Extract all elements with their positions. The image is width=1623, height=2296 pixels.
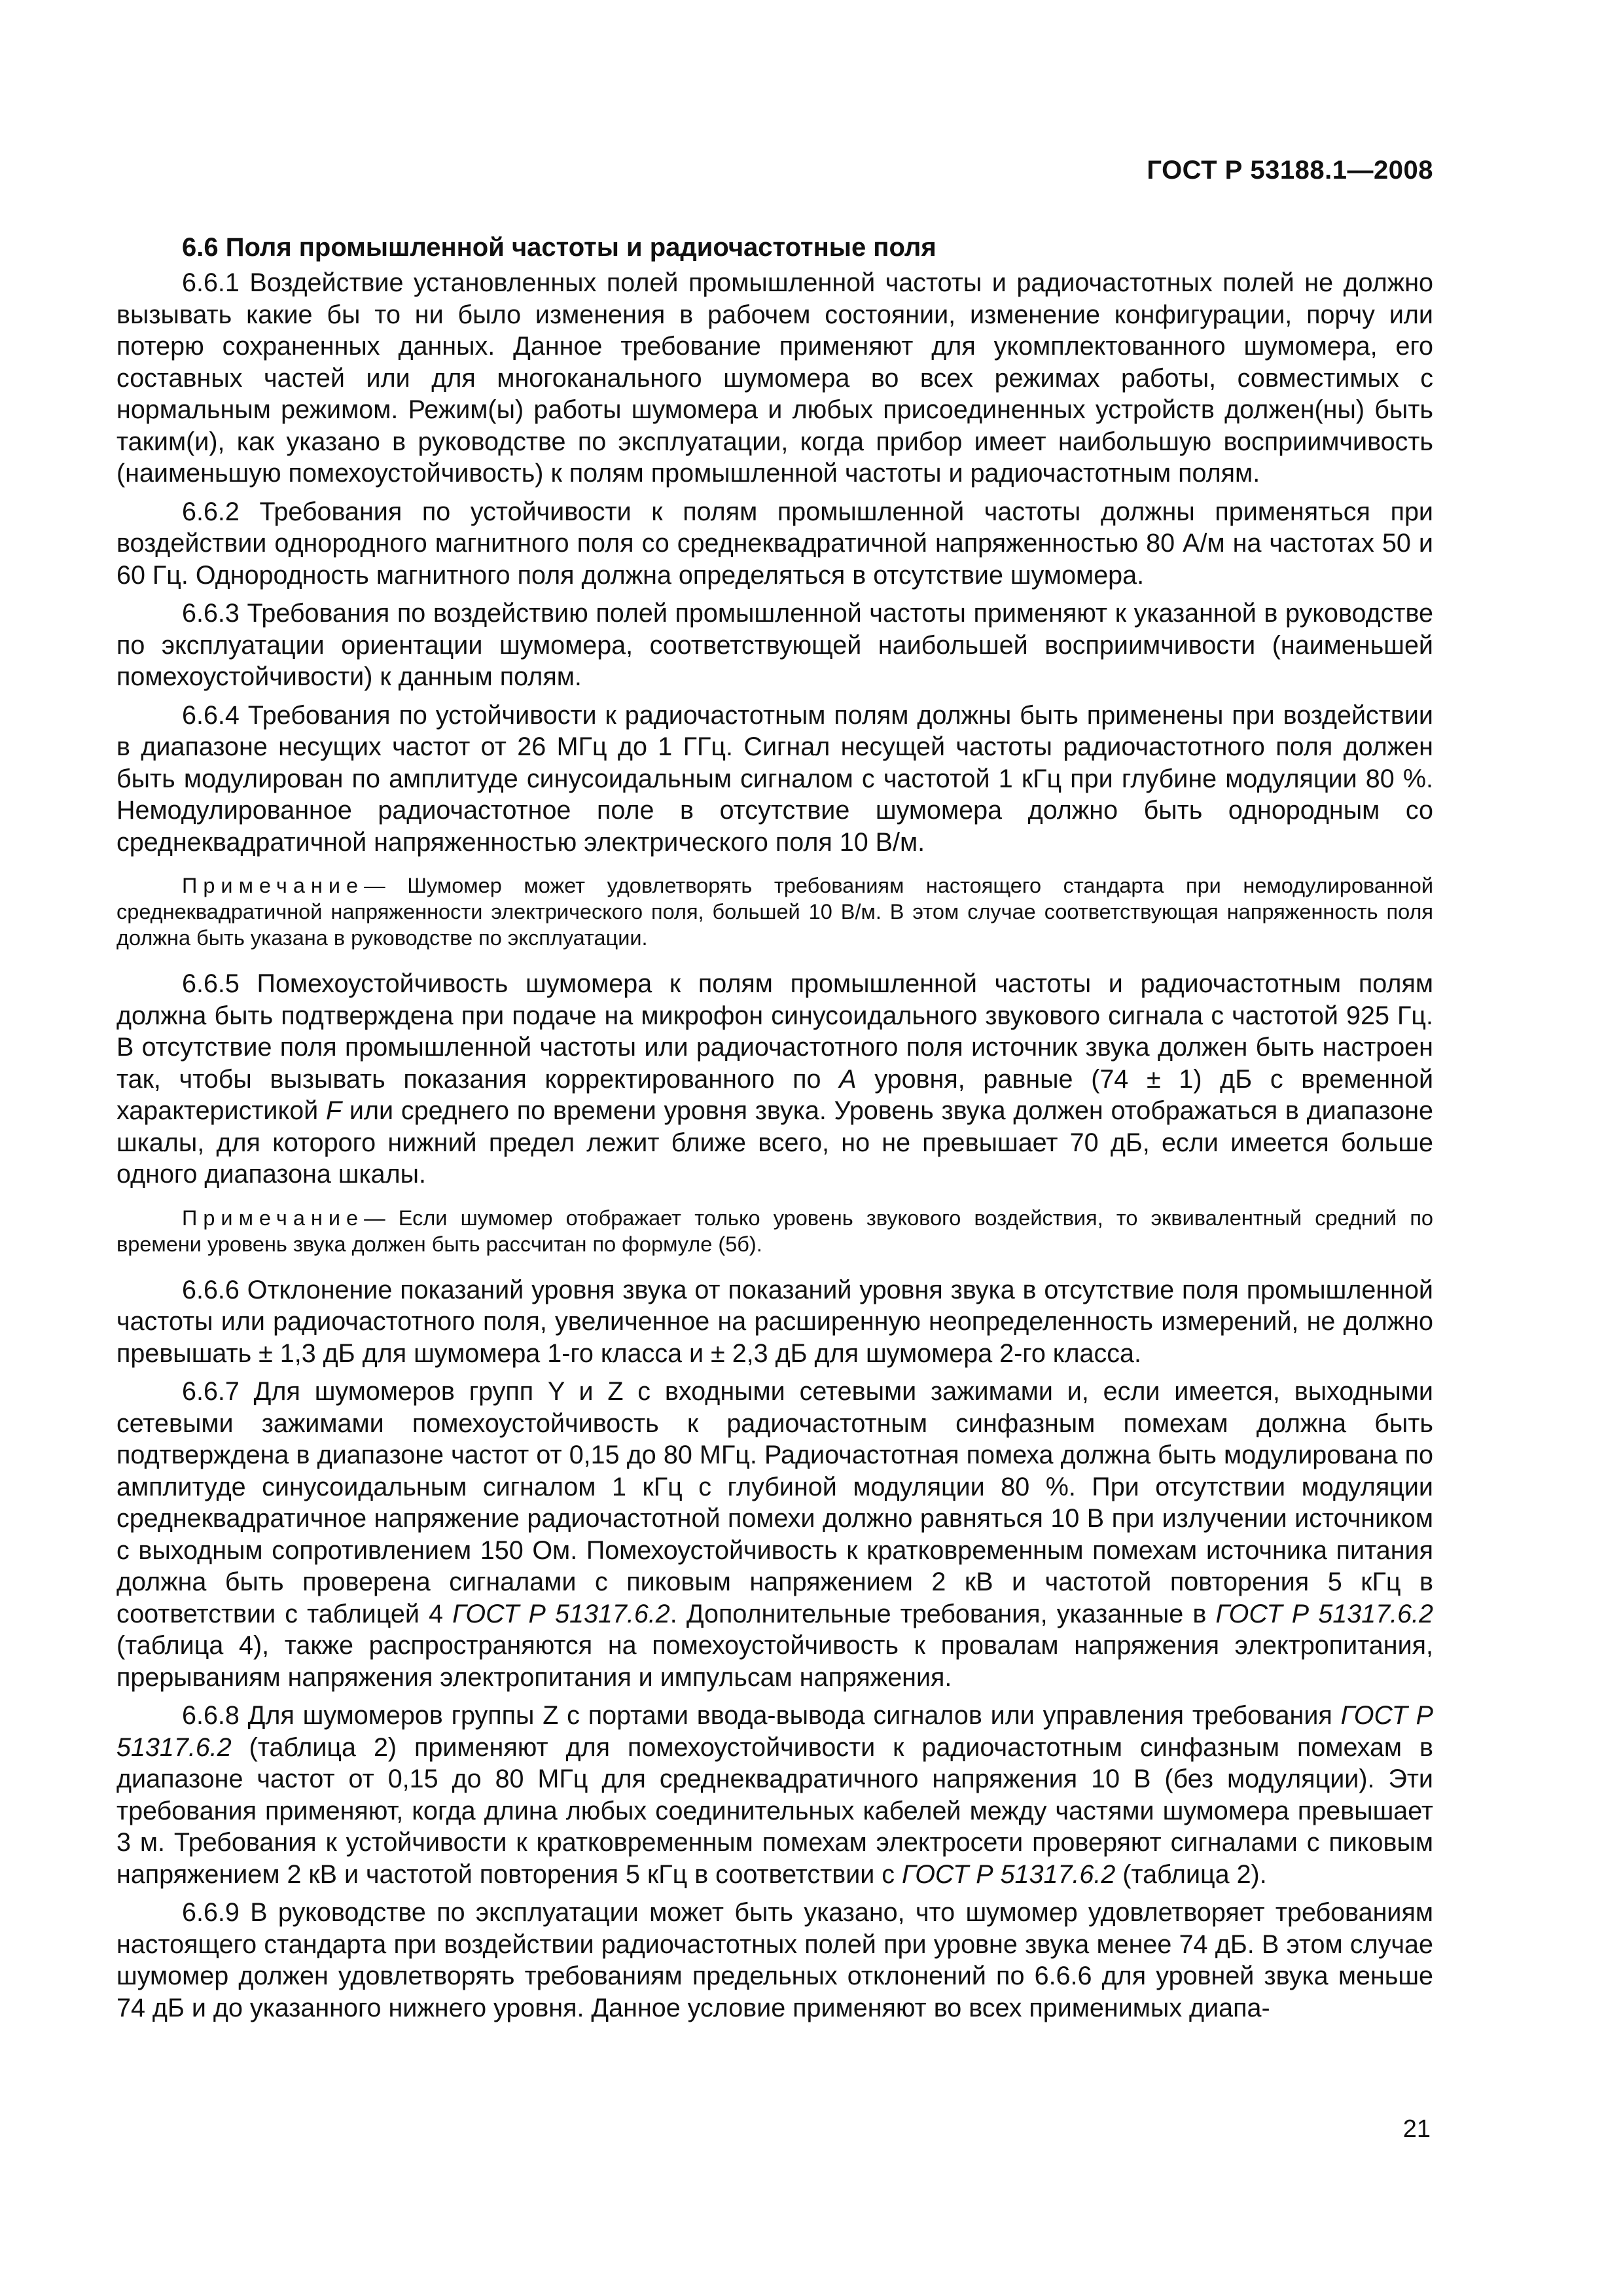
paragraph-text: (таблица 2) применяют для помехоустойчивости к радиочастотным синфазным помехам в диапазоне частот от 0,15 до 80 МГц для среднеквадратичного напряжения 10 В (без модуляции). Эти требования применяют, когда длина любых соединительных кабелей между частями шумомера превышает 3 м. Требования к устойчивости к кратковременным помехам электросети проверяют сигналами с пиковым напряжением 2 кВ и частотой повторения 5 кГц в соответствии с (116, 1732, 1433, 1889)
paragraph-6-6-1: 6.6.1 Воздействие установленных полей промышленной частоты и радиочастотных полей не должно вызывать какие бы то ни было изменения в рабочем состоянии, изменение конфигурации, порчу или потерю сохраненных данных. Данное требование применяют для укомплектованного шумомера, его составных частей или для многоканального шумомера во всех режимах работы, совместимых с нормальным режимом. Режим(ы) работы шумомера и любых присоединенных устройств должен(ны) быть таким(и), как указано в руководстве по эксплуатации, когда прибор имеет наибольшую восприимчивость (наименьшую помехоустойчивость) к полям промышленной частоты и радиочастотным полям. (116, 268, 1433, 488)
paragraph-text: (таблица 4), также распространяются на помехоустойчивость к провалам напряжения электропитания, прерываниям напряжения электропитания и импульсам напряжения. (116, 1631, 1433, 1692)
paragraph-6-6-6: 6.6.6 Отклонение показаний уровня звука от показаний уровня звука в отсутствие поля промышленной частоты или радиочастотного поля, увеличенное на расширенную неопределенность измерений, не должно превышать ± 1,3 дБ для шумомера 1-го класса и ± 2,3 дБ для шумомера 2-го класса. (116, 1275, 1433, 1368)
document-body (116, 230, 1433, 2030)
paragraph-text: . Дополнительные требования, указанные в (669, 1599, 1216, 1628)
note-label: Примечание (182, 1206, 365, 1230)
section-title: 6.6 Поля промышленной частоты и радиочастотные поля (182, 233, 936, 262)
note-label: Примечание (182, 874, 365, 897)
paragraph-6-6-3: 6.6.3 Требования по воздействию полей промышленной частоты применяют к указанной в руководстве по эксплуатации ориентации шумомера, соответствующей наибольшей восприимчивости (наименьшей помехоустойчивости) к данным полям. (116, 599, 1433, 691)
paragraph-6-6-8 (116, 1700, 1433, 1890)
note-2 (116, 1205, 1433, 1257)
paragraph-6-6-9: 6.6.9 В руководстве по эксплуатации может быть указано, что шумомер удовлетворяет требованиям настоящего стандарта при воздействии радиочастотных полей при уровне звука менее 74 дБ. В этом случае шумомер должен удовлетворять требованиям предельных отклонений по 6.6.6 для уровней звука меньше 74 дБ и до указанного нижнего уровня. Данное условие применяют во всех применимых диапа- (116, 1898, 1433, 2022)
note-1 (116, 872, 1433, 951)
paragraph-text: или среднего по времени уровня звука. Уровень звука должен отображаться в диапазоне шкалы, для которого нижний предел лежит ближе всего, но не превышает 70 дБ, если имеется больше одного диапазона шкалы. (116, 1096, 1433, 1189)
note-text: — Если шумомер отображает только уровень звукового воздействия, то эквивалентный средний по времени уровень звука должен быть рассчитан по формуле (5б). (116, 1206, 1433, 1256)
italic-letter-f: F (326, 1096, 342, 1125)
paragraph-text: (таблица 2). (1115, 1859, 1267, 1889)
standard-reference: ГОСТ Р 51317.6.2 (1215, 1599, 1434, 1628)
paragraph-6-6-7 (116, 1376, 1433, 1693)
paragraph-6-6-5 (116, 968, 1433, 1191)
standard-reference: ГОСТ Р 51317.6.2 (452, 1599, 670, 1628)
note-text: — Шумомер может удовлетворять требованиям настоящего стандарта при немодулированной среднеквадратичной напряженности электрического поля, большей 10 В/м. В этом случае соответствующая напряженность поля должна быть указана в руководстве по эксплуатации. (116, 874, 1433, 950)
paragraph-text: 6.6.7 Для шумомеров групп Y и Z с входными сетевыми зажимами и, если имеется, выходными сетевыми зажимами помехоустойчивость к радиочастотным синфазным помехам должна быть подтверждена в диапазоне частот от 0,15 до 80 МГц. Радиочастотная помеха должна быть модулирована по амплитуде синусоидальным сигналом 1 кГц с глубиной модуляции 80 %. При отсутствии модуляции среднеквадратичное напряжение радиочастотной помехи должно равняться 10 В при излучении источником с выходным сопротивлением 150 Ом. Помехоустойчивость к кратковременным помехам источника питания должна быть проверена сигналами с пиковым напряжением 2 кВ и частотой повторения 5 кГц в соответствии с таблицей 4 (116, 1377, 1433, 1628)
italic-letter-a: А (839, 1064, 857, 1094)
paragraph-text: 6.6.5 Помехоустойчивость шумомера к полям промышленной частоты и радиочастотным полям должна быть подтверждена при подаче на микрофон синусоидального звукового сигнала с частотой 925 Гц. В отсутствие поля промышленной частоты или радиочастотного поля источник звука должен быть настроен так, чтобы вызывать показания корректированного по (116, 969, 1433, 1094)
standard-reference: ГОСТ Р 51317.6.2 (116, 1701, 1434, 1762)
paragraph-text: 6.6.8 Для шумомеров группы Z с портами ввода-вывода сигналов или управления требования (182, 1701, 1341, 1730)
standard-reference: ГОСТ Р 51317.6.2 (902, 1859, 1116, 1889)
page-number: 21 (1402, 2115, 1431, 2143)
paragraph-text: уровня, равные (74 ± 1) дБ с временной характеристикой (116, 1064, 1434, 1125)
document-code-header: ГОСТ Р 53188.1—2008 (1147, 156, 1433, 185)
paragraph-6-6-4: 6.6.4 Требования по устойчивости к радиочастотным полям должны быть применены при воздействии в диапазоне несущих частот от 26 МГц до 1 ГГц. Сигнал несущей частоты радиочастотного поля должен быть модулирован по амплитуде синусоидальным сигналом с частотой 1 кГц при глубине модуляции 80 %. Немодулированное радиочастотное поле в отсутствие шумомера должно быть однородным со среднеквадратичной напряженностью электрического поля 10 В/м. (116, 700, 1433, 857)
paragraph-6-6-2: 6.6.2 Требования по устойчивости к полям промышленной частоты должны применяться при воздействии однородного магнитного поля со среднеквадратичной напряженностью 80 А/м на частотах 50 и 60 Гц. Однородность магнитного поля должна определяться в отсутствие шумомера. (116, 497, 1433, 590)
